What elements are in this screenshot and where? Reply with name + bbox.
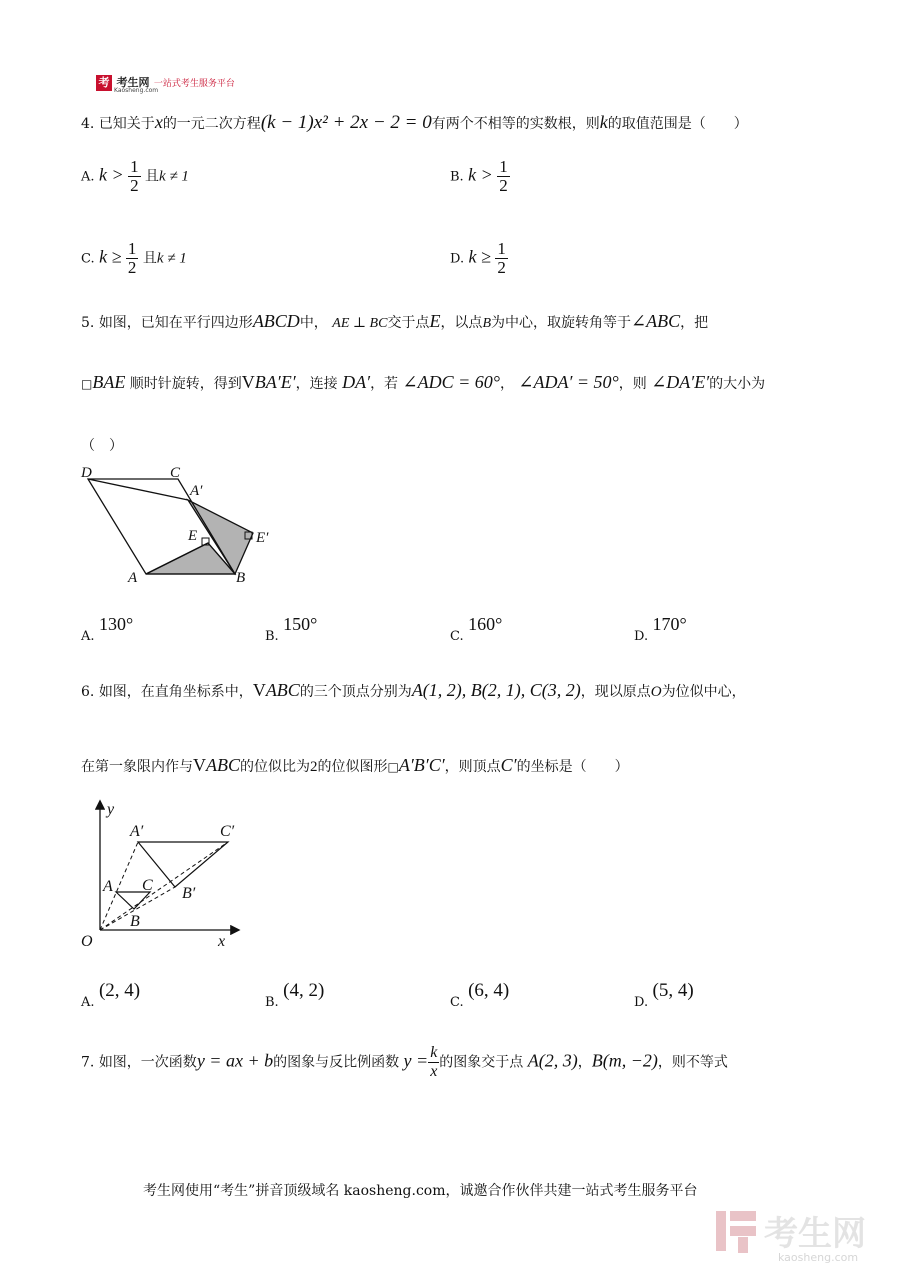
label-e-prime: E′ bbox=[256, 530, 269, 546]
q6-option-d[interactable]: D. (5, 4) bbox=[634, 980, 694, 1010]
q6-option-c[interactable]: C. (6, 4) bbox=[450, 980, 510, 1010]
q4-option-a[interactable]: A. k > $\frac{1}{2}$ 且k ≠ 1 bbox=[81, 157, 189, 195]
q4-equation: (k − 1)x² + 2x − 2 = 0 bbox=[260, 112, 432, 133]
q6-option-a[interactable]: A. (2, 4) bbox=[81, 980, 141, 1010]
label-d: D bbox=[81, 465, 92, 481]
label-b: B bbox=[130, 913, 140, 930]
label-o: O bbox=[81, 933, 93, 950]
logo-sub: Kaosheng.com bbox=[114, 87, 159, 94]
q4-option-b[interactable]: B. k > $\frac{1}{2}$ bbox=[450, 157, 508, 195]
label-y: y bbox=[107, 801, 115, 818]
label-e: E bbox=[188, 528, 198, 544]
q6-figure bbox=[78, 796, 258, 956]
q4-option-c[interactable]: C. k ≥ $\frac{1}{2}$ 且k ≠ 1 bbox=[81, 239, 187, 277]
segment-da2 bbox=[88, 479, 188, 500]
q4-option-d[interactable]: D. k ≥ $\frac{1}{2}$ bbox=[450, 239, 506, 277]
label-a: A bbox=[103, 878, 113, 895]
q5-option-d[interactable]: D. 170° bbox=[634, 614, 687, 644]
label-x: x bbox=[218, 933, 226, 950]
fraction: $\frac{1}{2}$ bbox=[497, 239, 506, 277]
q5-number: 5. bbox=[81, 315, 95, 331]
label-a: A bbox=[128, 570, 138, 586]
label-a-prime: A′ bbox=[130, 823, 144, 840]
fraction: $\frac{1}{2}$ bbox=[127, 239, 137, 277]
watermark-name: 考生网 bbox=[764, 1214, 866, 1254]
triangle-abc bbox=[116, 892, 150, 909]
question-6-line2: 在第一象限内作与VABC的位似比为2的位似图形□A′B′C′，则顶点C′的坐标是（ ） bbox=[81, 755, 629, 775]
q5-option-b[interactable]: B. 150° bbox=[265, 614, 318, 644]
watermark-url: kaosheng.com bbox=[778, 1251, 859, 1264]
q4-number: 4. bbox=[81, 116, 95, 132]
q5-option-a[interactable]: A. 130° bbox=[81, 614, 134, 644]
q5-figure bbox=[78, 458, 288, 588]
q6-number: 6. bbox=[81, 684, 95, 700]
label-a-prime: A′ bbox=[190, 483, 203, 499]
q5-answer-paren: （ ） bbox=[81, 438, 123, 454]
label-b: B bbox=[236, 570, 246, 586]
fraction: $\frac{1}{2}$ bbox=[499, 157, 508, 195]
watermark bbox=[716, 1206, 866, 1264]
q6-option-b[interactable]: B. (4, 2) bbox=[265, 980, 325, 1010]
label-c: C bbox=[142, 877, 153, 894]
question-5-line2: □BAE 顺时针旋转，得到VBA′E′，连接 DA′，若 ∠ADC = 60°， ∠ADA′ = 50°，则 ∠DA′E′的大小为 bbox=[81, 372, 766, 392]
fraction-k-over-x: $\frac{k}{x}$ bbox=[430, 1044, 438, 1080]
logo-icon: 考 bbox=[96, 75, 112, 91]
question-7-line1: 7. 如图，一次函数y = ax + b的图象与反比例函数 y = $\frac{k}{x}$ 的图象交于点 A(2, 3)，B(m, −2)，则不等式 bbox=[81, 1044, 728, 1080]
label-b-prime: B′ bbox=[182, 885, 196, 902]
watermark-logo-icon bbox=[716, 1207, 758, 1255]
logo-slogan: 一站式考生服务平台 bbox=[153, 79, 235, 89]
question-6-line1: 6. 如图，在直角坐标系中，VABC的三个顶点分别为A(1, 2), B(2, 1), C(3, 2)，现以原点O为位似中心， bbox=[81, 680, 746, 700]
question-4-stem: 4. 已知关于x的一元二次方程(k − 1)x² + 2x − 2 = 0有两个不相等的实数根，则k的取值范围是（ ） bbox=[81, 112, 748, 133]
q7-number: 7. bbox=[81, 1054, 95, 1071]
label-c-prime: C′ bbox=[220, 823, 235, 840]
fraction: $\frac{1}{2}$ bbox=[130, 157, 139, 195]
label-c: C bbox=[170, 465, 181, 481]
logo-name: 考生网 bbox=[116, 76, 150, 89]
ray-oc2 bbox=[100, 842, 228, 930]
footer-text: 考生网使用“考生”拼音顶级域名 kaosheng.com，诚邀合作伙伴共建一站式考生服务平台 bbox=[143, 1183, 698, 1199]
q5-option-c[interactable]: C. 160° bbox=[450, 614, 503, 644]
question-5-line1: 5. 如图，已知在平行四边形ABCD中， AE ⊥ BC交于点E，以点B为中心，取旋转角等于∠ABC，把 bbox=[81, 311, 709, 331]
